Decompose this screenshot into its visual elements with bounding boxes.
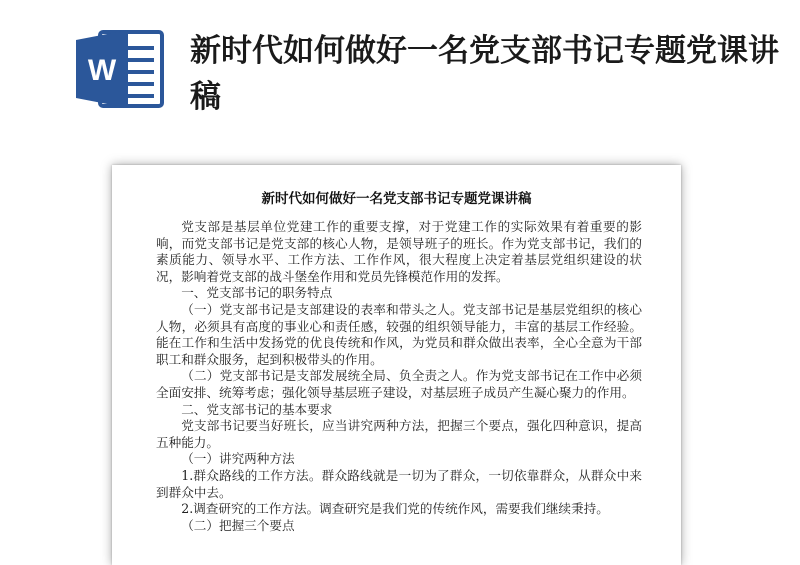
document-title: 新时代如何做好一名党支部书记专题党课讲稿 [261, 191, 532, 207]
paragraph: 党支部书记要当好班长，应当讲究两种方法，把握三个要点，强化四种意识，提高五种能力。 [156, 418, 642, 450]
paragraph: （二）党支部书记是支部发展统全局、负全责之人。作为党支部书记在工作中必须全面安排、统筹考虑；强化领导基层班子建设，对基层班子成员产生凝心聚力的作用。 [156, 368, 642, 400]
section-heading: 二、党支部书记的基本要求 [181, 401, 333, 417]
word-icon-letter: W [87, 54, 117, 87]
paragraph: 1.群众路线的工作方法。群众路线就是一切为了群众，一切依靠群众，从群众中来到群众中去。 [156, 467, 642, 500]
paragraph: （一）党支部书记是支部建设的表率和带头之人。党支部书记是基层党组织的核心人物，必须具有高度的事业心和责任感，较强的组织领导能力，丰富的基层工作经验。能在工作和生活中发扬党的优良传统和作风，为党员和群众做出表率，全心全意为干部职工和群众服务，起到积极带头的作用。 [156, 301, 642, 367]
paragraph: 党支部是基层单位党建工作的重要支撑，对于党建工作的实际效果有着重要的影响，而党支部书记是党支部的核心人物，是领导班子的班长。作为党支部书记，我们的素质能力、领导水平、工作方法、工作作风，很大程度上决定着基层党组织建设的状况，影响着党支部的战斗堡垒作用和党员先锋模范作用的发挥。 [156, 219, 642, 284]
paragraph: 2.调查研究的工作方法。调查研究是我们党的传统作风，需要我们继续秉持。 [181, 501, 609, 517]
document-body [156, 219, 642, 534]
header-title: 新时代如何做好一名党支部书记专题党课讲稿 [190, 33, 779, 115]
document-page [112, 165, 681, 565]
section-heading: 一、党支部书记的职务特点 [181, 285, 333, 301]
subsection-heading: （二）把握三个要点 [181, 517, 295, 533]
subsection-heading: （一）讲究两种方法 [181, 451, 295, 467]
word-document-icon [74, 28, 166, 110]
